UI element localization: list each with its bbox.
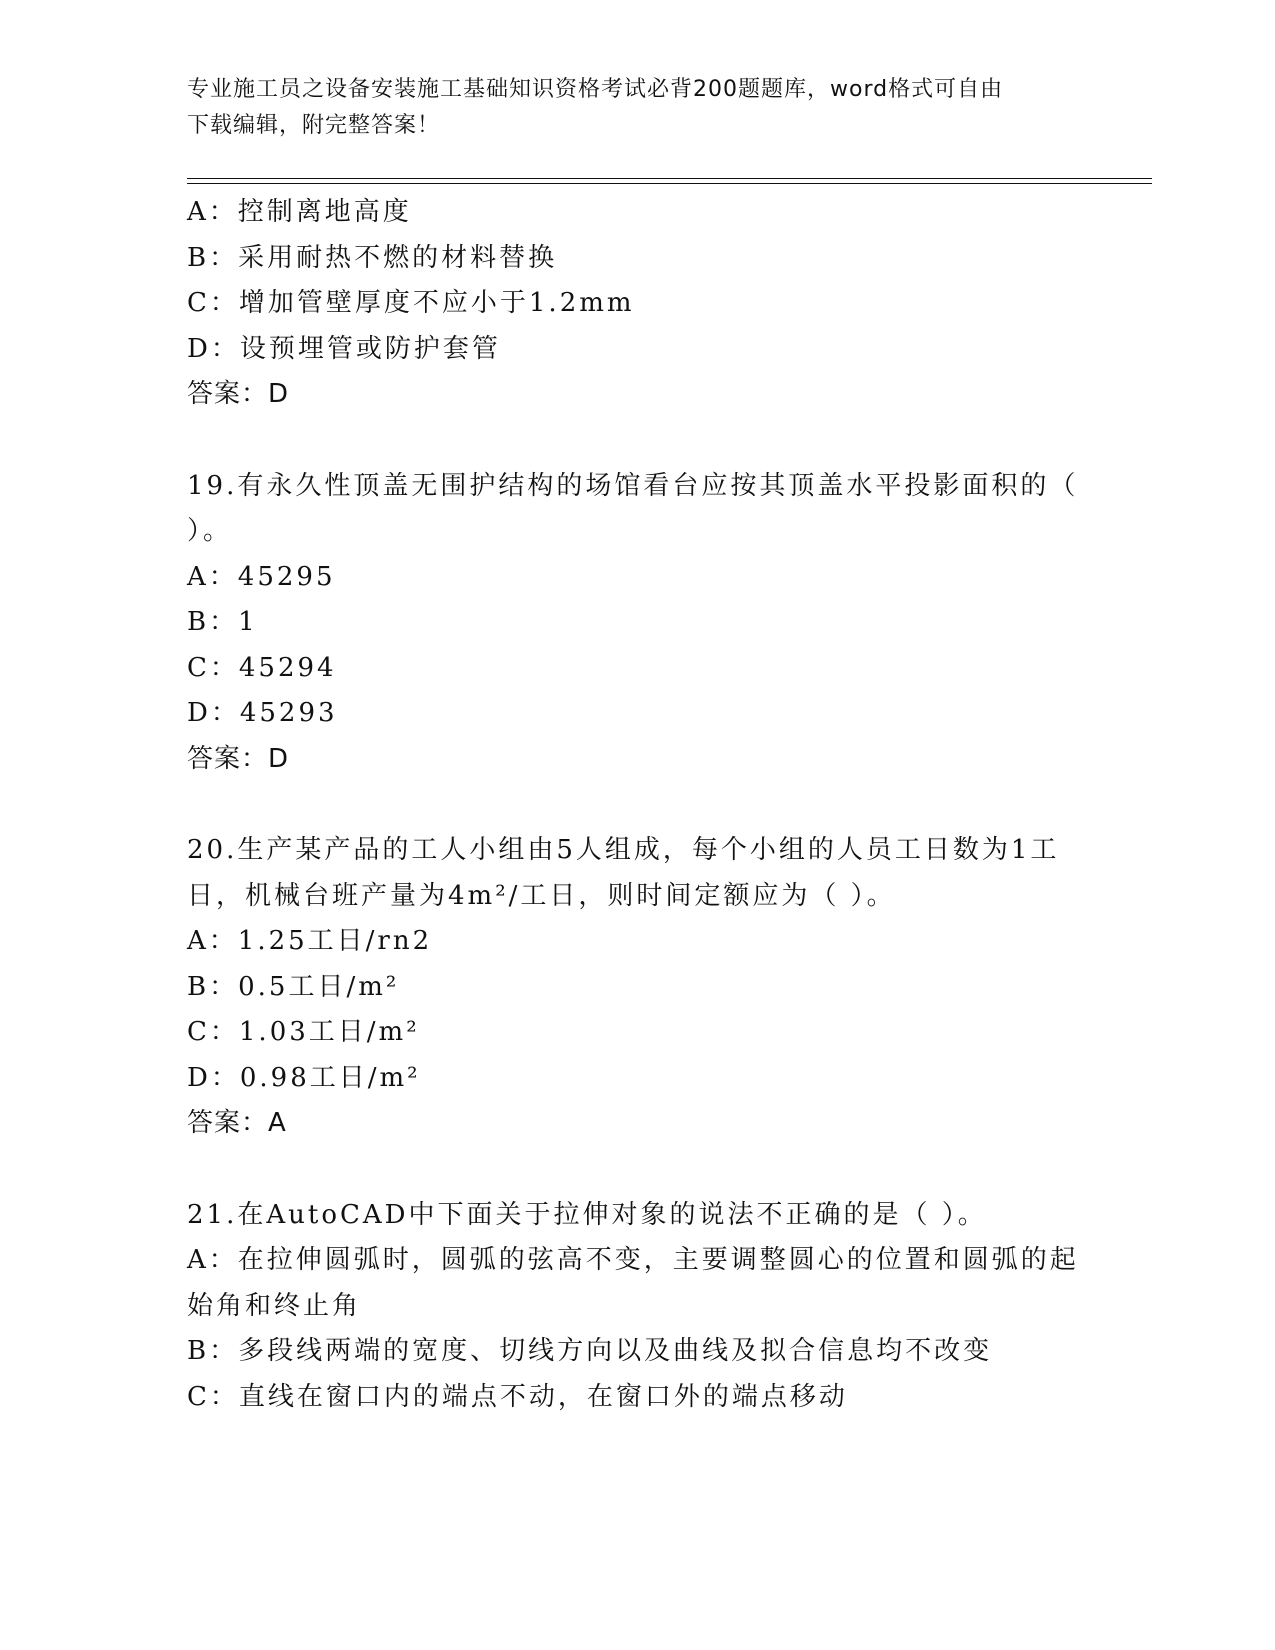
document-body <box>187 190 1087 1420</box>
header-rule-top <box>187 178 1152 179</box>
option-c: C：直线在窗口内的端点不动，在窗口外的端点移动 <box>187 1381 848 1412</box>
option-b: B：多段线两端的宽度、切线方向以及曲线及拟合信息均不改变 <box>187 1336 993 1366</box>
document-header <box>187 72 1067 144</box>
option-d: D：设预埋管或防护套管 <box>187 333 501 364</box>
option-b: B：1 <box>187 607 258 637</box>
spacer <box>187 1147 1087 1193</box>
question-stem-line-2: ）。 <box>187 516 233 546</box>
option-b: B：采用耐热不燃的材料替换 <box>187 242 558 273</box>
question-stem-line-1: 20.生产某产品的工人小组由5人组成，每个小组的人员工日数为1工 <box>187 835 1060 865</box>
option-c: C：增加管壁厚度不应小于1.2mm <box>187 288 635 318</box>
option-a-line-2: 始角和终止角 <box>187 1290 362 1321</box>
header-line-2: 下载编辑，附完整答案！ <box>187 113 441 138</box>
answer: 答案：A <box>187 1108 287 1138</box>
question-19 <box>187 464 1087 783</box>
spacer <box>187 418 1087 464</box>
option-c: C：1.03工日/m² <box>187 1017 420 1047</box>
question-20 <box>187 828 1087 1147</box>
option-b: B：0.5工日/m² <box>187 971 400 1002</box>
question-stem-line-1: 19.有永久性顶盖无围护结构的场馆看台应按其顶盖水平投影面积的（ <box>187 470 1079 501</box>
option-a: A：控制离地高度 <box>187 197 412 227</box>
question-stem-line-2: 日，机械台班产量为4m²/工日，则时间定额应为（ ）。 <box>187 880 896 911</box>
option-d: D：0.98工日/m² <box>187 1062 421 1093</box>
header-rule-bottom <box>187 183 1152 184</box>
answer: 答案：D <box>187 743 290 774</box>
answer: 答案：D <box>187 379 290 409</box>
option-c: C：45294 <box>187 652 337 683</box>
question-21 <box>187 1193 1087 1421</box>
option-d: D：45293 <box>187 698 338 728</box>
question-stem: 21.在AutoCAD中下面关于拉伸对象的说法不正确的是（ ）。 <box>187 1199 987 1230</box>
option-a: A：1.25工日/rn2 <box>187 926 433 956</box>
spacer <box>187 782 1087 828</box>
question-18 <box>187 190 1087 418</box>
header-line-1: 专业施工员之设备安装施工基础知识资格考试必背200题题库，word格式可自由 <box>187 77 1004 102</box>
option-a-line-1: A：在拉伸圆弧时，圆弧的弦高不变，主要调整圆心的位置和圆弧的起 <box>187 1245 1079 1275</box>
option-a: A：45295 <box>187 561 336 592</box>
